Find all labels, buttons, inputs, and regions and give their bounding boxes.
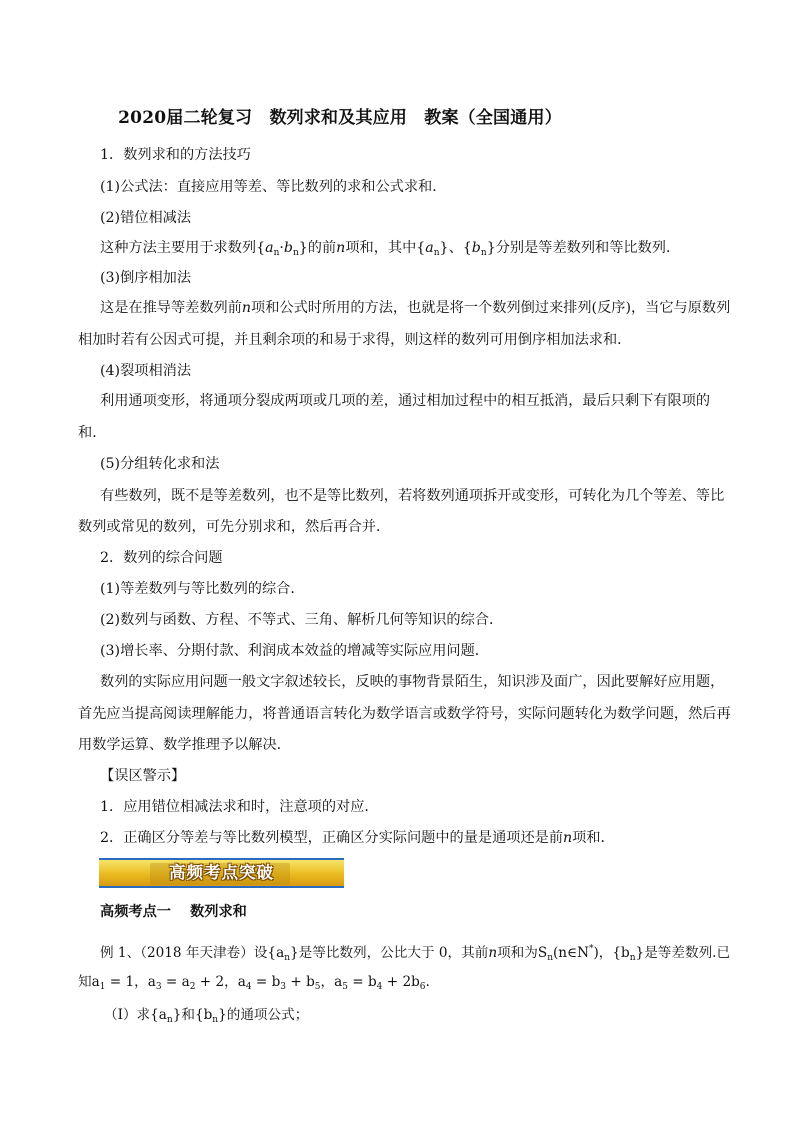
text-fragment: 知a xyxy=(78,974,100,990)
text-fragment: }的通项公式； xyxy=(218,1007,309,1023)
math-subscript: n xyxy=(433,248,440,258)
text-fragment: (n∈N xyxy=(552,945,589,961)
section-2-paragraph-1: 数列的实际应用问题一般文字叙述较长，反映的事物背景陌生，知识涉及面广，因此要解好应用题， xyxy=(100,674,725,690)
text-fragment: }、{ xyxy=(439,240,472,256)
math-subscript: n xyxy=(292,248,299,258)
math-subscript: n xyxy=(284,953,290,963)
math-n: n xyxy=(488,945,498,961)
method-3-text-2: 相加时若有公因式可提，并且剩余项的和易于求得，则这样的数列可用倒序相加法求和． xyxy=(78,332,632,348)
example-1-question-1 xyxy=(104,1005,308,1030)
section-2-paragraph-2: 首先应当提高阅读理解能力，将普通语言转化为数学语言或数学符号，实际问题转化为数学问题，然后再 xyxy=(78,706,731,722)
method-5-label: (5)分组转化求和法 xyxy=(100,456,220,472)
math-n: n xyxy=(336,240,346,256)
text-fragment: = a xyxy=(161,974,190,990)
math-subscript: 4 xyxy=(376,982,383,992)
math-subscript: n xyxy=(166,1015,173,1025)
math-subscript: 1 xyxy=(99,982,106,992)
text-fragment: （I）求{a xyxy=(104,1007,167,1023)
method-5-text-2: 数列或常见的数列，可先分别求和，然后再合并． xyxy=(78,519,391,535)
method-2-text xyxy=(100,238,680,263)
text-fragment: + b xyxy=(286,974,315,990)
math-b: b xyxy=(471,240,481,256)
text-fragment: 项和，其中{ xyxy=(345,240,426,256)
math-subscript: 3 xyxy=(155,982,162,992)
text-fragment: = b xyxy=(251,974,281,990)
math-dot: · xyxy=(279,240,284,256)
banner-title: 高频考点突破 xyxy=(169,863,274,882)
text-fragment: 例 1、（2018 年天津卷）设{a xyxy=(100,945,285,961)
text-fragment: 项和公式时所用的方法，也就是将一个数列倒过来排列(反序)，当它与原数列 xyxy=(251,300,731,316)
text-fragment: = b xyxy=(347,974,377,990)
math-superscript: * xyxy=(589,944,594,954)
method-4-text-1: 利用通项变形，将通项分裂成两项或几项的差，通过相加过程中的相互抵消，最后只剩下有限项的 xyxy=(100,393,711,409)
math-n: n xyxy=(563,830,573,846)
math-subscript: 6 xyxy=(419,982,426,992)
text-fragment: }分别是等差数列和等比数列． xyxy=(486,240,681,256)
text-fragment: 这种方法主要用于求数列{ xyxy=(100,240,266,256)
text-fragment: }是等差数列.已 xyxy=(635,945,731,961)
section-2-paragraph-3: 用数学运算、数学推理予以解决. xyxy=(78,737,282,753)
math-subscript: 4 xyxy=(245,982,252,992)
math-subscript: n xyxy=(212,1015,219,1025)
text-fragment: + 2b xyxy=(382,974,420,990)
point-1-heading: 高频考点一 数列求和 xyxy=(100,904,247,920)
method-4-label: (4)裂项相消法 xyxy=(100,363,192,379)
method-1-formula: (1)公式法：直接应用等差、等比数列的求和公式求和． xyxy=(100,179,447,195)
section-banner xyxy=(99,858,344,888)
math-subscript: 5 xyxy=(342,982,348,992)
text-fragment: }是等比数列，公比大于 0，其前 xyxy=(289,945,489,961)
section-2-item-3: (3)增长率、分期付款、利润成本效益的增减等实际应用问题． xyxy=(100,643,489,659)
text-fragment: 2．正确区分等差与等比数列模型，正确区分实际问题中的量是通项还是前 xyxy=(100,830,564,846)
math-n: n xyxy=(241,300,252,316)
method-4-text-2: 和． xyxy=(78,425,107,441)
text-fragment: }的前 xyxy=(298,240,337,256)
math-subscript: n xyxy=(629,953,636,963)
method-5-text-1: 有些数列，既不是等差数列，也不是等比数列，若将数列通项拆开或变形，可转化为几个等差、等比 xyxy=(100,488,725,504)
section-1-heading: 1．数列求和的方法技巧 xyxy=(100,147,251,163)
text-fragment: )，{b xyxy=(593,945,630,961)
warning-item-1: 1．应用错位相减法求和时，注意项的对应． xyxy=(100,799,379,815)
section-2-item-2: (2)数列与函数、方程、不等式、三角、解析几何等知识的综合． xyxy=(100,612,504,628)
math-subscript: n xyxy=(547,953,553,963)
example-1-line-2 xyxy=(78,972,430,997)
math-subscript: 5 xyxy=(314,982,321,992)
method-3-label: (3)倒序相加法 xyxy=(100,270,192,286)
math-subscript: 3 xyxy=(280,982,287,992)
method-3-text-1 xyxy=(100,298,730,318)
text-fragment: = 1，a xyxy=(105,974,156,990)
text-fragment: 项和为S xyxy=(497,945,548,961)
math-subscript: n xyxy=(480,248,487,258)
text-fragment: + 2，a xyxy=(195,974,246,990)
text-fragment: 项和． xyxy=(572,830,615,846)
example-1-line-1 xyxy=(100,939,730,968)
text-fragment: }和{b xyxy=(172,1007,213,1023)
text-fragment: 这是在推导等差数列前 xyxy=(100,300,242,316)
math-subscript: n xyxy=(273,248,280,258)
math-b: b xyxy=(283,240,293,256)
warning-item-2 xyxy=(100,828,615,848)
math-a: a xyxy=(265,240,274,256)
method-2-label: (2)错位相减法 xyxy=(100,210,192,226)
text-fragment: . xyxy=(425,974,430,990)
section-2-heading: 2．数列的综合问题 xyxy=(100,550,223,566)
text-fragment: ，a xyxy=(320,974,343,990)
section-2-item-1: (1)等差数列与等比数列的综合． xyxy=(100,581,305,597)
math-a: a xyxy=(425,240,434,256)
math-subscript: 2 xyxy=(189,982,196,992)
warning-heading: 【误区警示】 xyxy=(100,768,186,784)
page-title: 2020届二轮复习 数列求和及其应用 教案（全国通用） xyxy=(118,108,562,128)
